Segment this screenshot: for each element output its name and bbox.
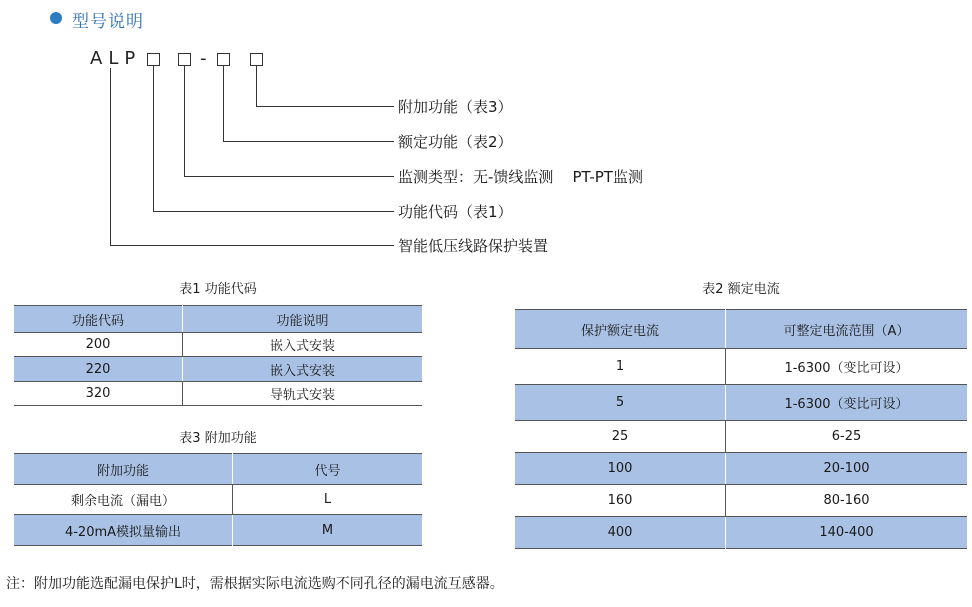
- table-cell: 220: [14, 357, 183, 382]
- table-row: [14, 485, 422, 515]
- table-header-cell: 代号: [233, 454, 423, 485]
- table-cell: 1: [515, 349, 726, 385]
- table-cell: 5: [515, 385, 726, 421]
- table-cell: 剩余电流（漏电）: [14, 485, 233, 515]
- table-cell: M: [233, 515, 423, 546]
- table-cell: L: [233, 485, 423, 515]
- model-slot-1: [147, 53, 160, 66]
- lead-line: [184, 176, 394, 177]
- table-row: [14, 515, 422, 546]
- table1-caption: 表1 功能代码: [179, 282, 257, 297]
- model-slot-4: [250, 53, 263, 66]
- table-cell: 320: [14, 382, 183, 406]
- table-header-row: [14, 306, 422, 333]
- table-row: [515, 385, 967, 421]
- table-cell: 20-100: [726, 453, 968, 485]
- table-cell: 嵌入式安装: [183, 357, 423, 382]
- table-row: [515, 421, 967, 453]
- footnote: 注：附加功能选配漏电保护L时，需根据实际电流选购不同孔径的漏电流互感器。: [6, 576, 504, 592]
- table-cell: 25: [515, 421, 726, 453]
- table-row: [515, 453, 967, 485]
- table-cell: 160: [515, 485, 726, 517]
- model-slot-3: [217, 53, 230, 66]
- table-cell: 100: [515, 453, 726, 485]
- model-separator: -: [200, 48, 207, 69]
- lead-line: [223, 141, 394, 142]
- table-cell: 80-160: [726, 485, 968, 517]
- lead-line: [153, 66, 154, 211]
- table-cell: 6-25: [726, 421, 968, 453]
- model-desc-monitor-type: 监测类型：无-馈线监测 PT-PT监测: [398, 168, 643, 186]
- table1: [14, 305, 422, 406]
- table-header-cell: 功能代码: [14, 306, 183, 333]
- table-cell: 4-20mA模拟量输出: [14, 515, 233, 546]
- lead-line: [153, 211, 394, 212]
- table-row: [14, 333, 422, 357]
- model-desc-function-code: 功能代码（表1）: [398, 203, 513, 221]
- table-row: [515, 517, 967, 549]
- table-cell: 400: [515, 517, 726, 549]
- table-cell: 导轨式安装: [269, 388, 335, 403]
- lead-line: [256, 106, 394, 107]
- table-header-cell: 附加功能: [14, 454, 233, 485]
- table-cell: 1-6300（变比可设）: [726, 385, 968, 421]
- table2-caption: 表2 额定电流: [702, 282, 780, 297]
- section-title: 型号说明: [72, 12, 144, 32]
- lead-line: [110, 68, 111, 245]
- table-row: [14, 382, 422, 406]
- table-row: [515, 485, 967, 517]
- model-desc-device: 智能低压线路保护装置: [398, 237, 549, 255]
- section-bullet-icon: [50, 12, 62, 24]
- model-desc-additional: 附加功能（表3）: [398, 98, 513, 116]
- lead-line: [223, 66, 224, 141]
- table-header-row: [515, 310, 967, 349]
- table-header-cell: 保护额定电流: [515, 310, 726, 349]
- lead-line: [110, 245, 394, 246]
- table-header-cell: 可整定电流范围（A）: [726, 310, 968, 349]
- table-cell: 嵌入式安装: [183, 333, 423, 357]
- model-prefix: ALP: [90, 48, 142, 69]
- table-header-cell: 功能说明: [183, 306, 423, 333]
- table-cell: 1-6300（变比可设）: [726, 349, 968, 385]
- table-row: [515, 349, 967, 385]
- lead-line: [184, 66, 185, 176]
- table3-caption: 表3 附加功能: [179, 431, 257, 446]
- table-cell: 140-400: [726, 517, 968, 549]
- table-header-row: [14, 454, 422, 485]
- lead-line: [256, 66, 257, 106]
- table-row: [14, 357, 422, 382]
- model-slot-2: [178, 53, 191, 66]
- table3: [14, 453, 422, 546]
- table-cell: 200: [14, 333, 183, 357]
- table2: [515, 309, 967, 549]
- model-desc-rated: 额定功能（表2）: [398, 133, 513, 151]
